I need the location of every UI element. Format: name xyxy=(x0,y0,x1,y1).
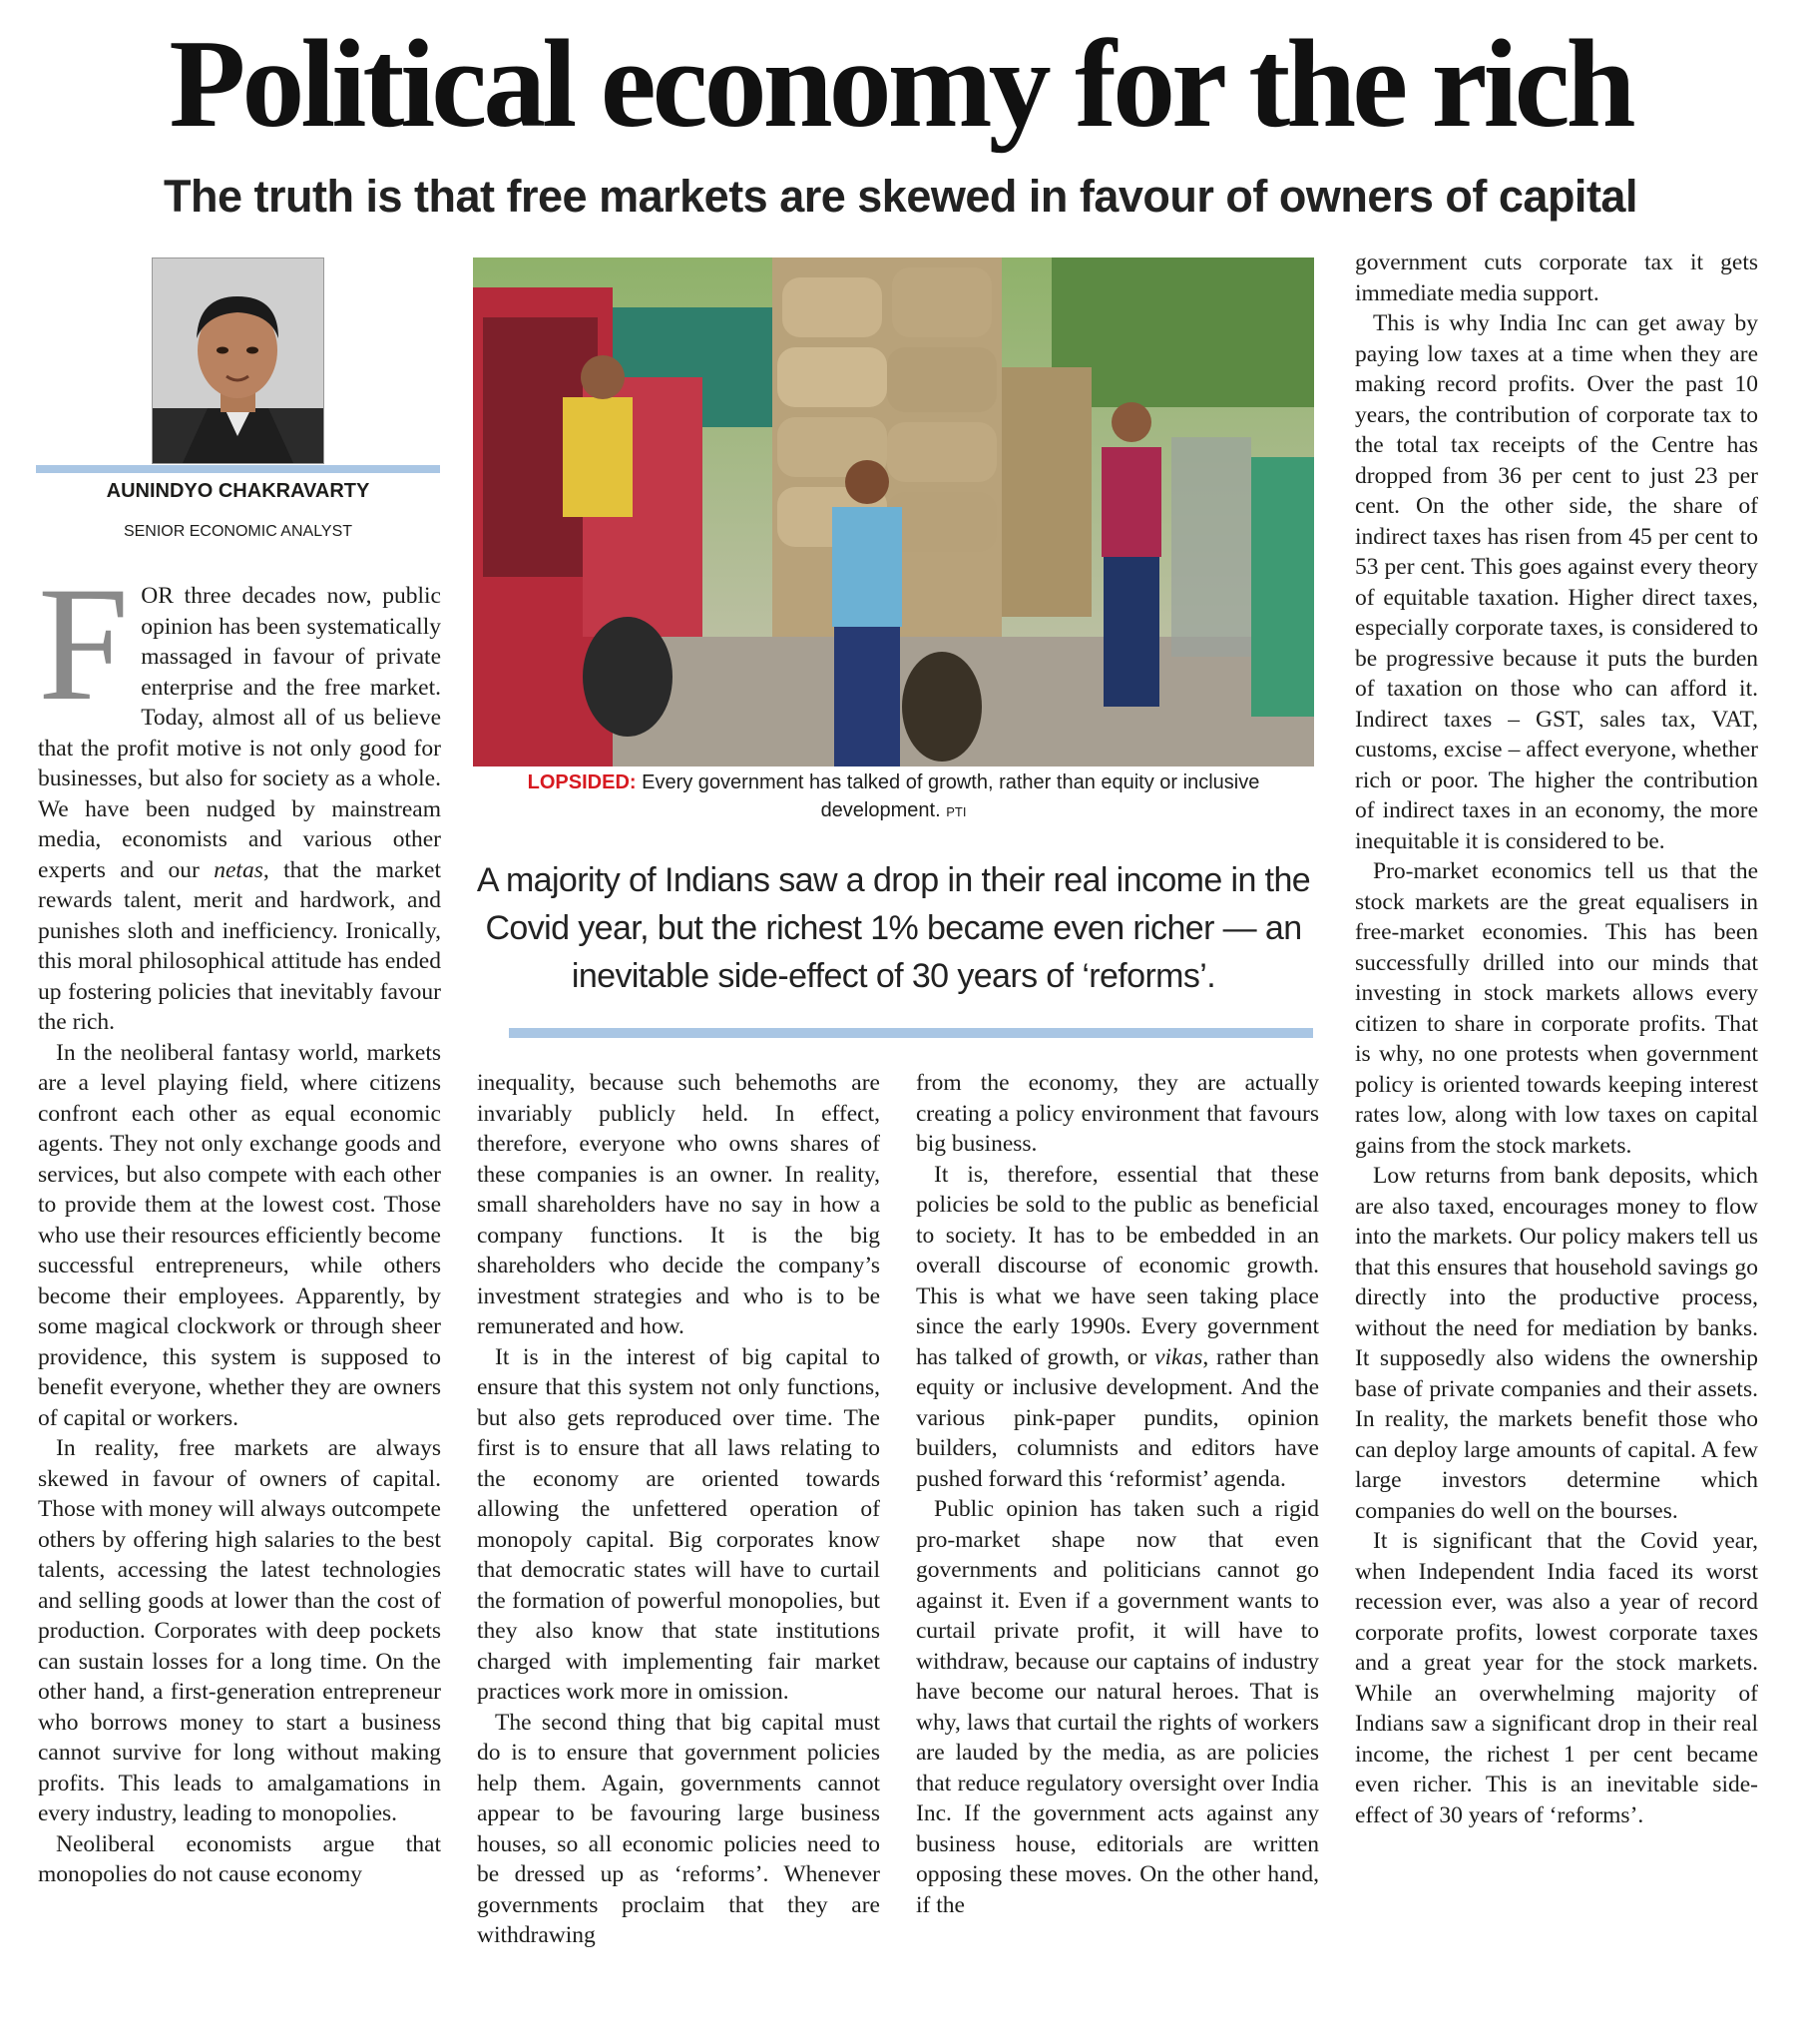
paragraph: Public opinion has taken such a rigid pro-market shape now that even governments and politicians cannot go against it. Even if a government wants to curtail private profit, it will have to withdraw, because our captains of industry have become our natural heroes. That is why, laws that curtail the rights of workers are lauded by the media, as are policies that reduce regulatory oversight over India Inc. If the government acts against any business house, editorials are written opposing these moves. On the other hand, if the xyxy=(916,1496,1319,1918)
paragraph: Neoliberal economists argue that monopolies do not cause economy xyxy=(38,1830,441,1887)
caption-label: LOPSIDED: xyxy=(527,771,637,793)
paragraph: In the neoliberal fantasy world, markets are a level playing field, where citizens confront each other as equal economic agents. They not only exchange goods and services, but also compete with each other to provide them at the lowest cost. Those who use their resources efficiently become successful entrepreneurs, while others become their employees. Apparently, by some magical clockwork or through sheer providence, this system is supposed to benefit everyone, whether they are owners of capital or workers. xyxy=(38,1039,441,1431)
paragraph xyxy=(916,1160,1319,1495)
headline: Political economy for the rich xyxy=(169,15,1632,154)
caption-credit: PTI xyxy=(946,804,967,819)
paragraph: In reality, free markets are always skewed in favour of owners of capital. Those with money will always outcompete others by offering high salaries to the best talents, accessing the latest technologies and selling goods at lower than the cost of production. Corporates with deep pockets can sustain losses for a long time. On the other hand, a first-generation entrepreneur who borrows money to start a business cannot survive for long without making profits. This leads to amalgamations in every industry, leading to monopolies. xyxy=(38,1435,441,1826)
paragraph: from the economy, they are actually creating a policy environment that favours big business. xyxy=(916,1070,1319,1157)
paragraph: inequality, because such behemoths are invariably publicly held. In effect, therefore, everyone who owns shares of these companies is an owner. In reality, small shareholders have no say in how a company functions. It is the big shareholders who decide the company’s investment strategies and who is to be remunerated and how. xyxy=(477,1070,880,1339)
caption-text: Every government has talked of growth, rather than equity or inclusive development. xyxy=(642,771,1260,821)
author-rule xyxy=(36,465,440,473)
author-name: AUNINDYO CHAKRAVARTY xyxy=(106,480,370,502)
author-portrait-illustration xyxy=(153,258,323,463)
paragraph-text: It is, therefore, essential that these policies be sold to the public as beneficial to society. It has to be embedded in an overall discourse of economic growth. This is what we have seen taking place since the early 1990s. Every government has talked of growth, or xyxy=(916,1161,1319,1370)
article-column-2 xyxy=(477,1068,880,1951)
paragraph: This is why India Inc can get away by paying low taxes at a time when they are making record profits. Over the past 10 years, the contribution of corporate tax to the total tax receipts of the Centre has dropped from 36 per cent to just 23 per cent. On the other side, the share of indirect taxes has risen from 45 per cent to 53 per cent. This goes against every theory of equitable taxation. Higher direct taxes, especially corporate taxes, is considered to be progressive because it puts the burden of taxation on those who can afford it. Indirect taxes – GST, sales tax, VAT, customs, excise – affect everyone, whether rich or poor. The higher the contribution of indirect taxes in an economy, the more inequitable it is considered to be. xyxy=(1355,310,1758,854)
photo-caption xyxy=(473,768,1314,826)
paragraph-text: , that the market rewards talent, merit and hardwork, and punishes sloth and inefficiency. Ironically, this moral philosophical attitude has ended up fostering policies that inevitably favour the rich. xyxy=(38,856,442,1035)
author-title: SENIOR ECONOMIC ANALYST xyxy=(123,523,353,540)
author-photo xyxy=(152,257,324,464)
emphasis-text: netas xyxy=(214,856,263,883)
article-column-3 xyxy=(916,1068,1319,1920)
paragraph xyxy=(38,554,442,1038)
paragraph: The second thing that big capital must do is to ensure that government policies help them. Again, governments cannot appear to be favouring large business houses, so all economic policies need to be dressed up as ‘reforms’. Whenever governments proclaim that they are withdrawing xyxy=(477,1709,880,1948)
pull-quote: A majority of Indians saw a drop in their real income in the Covid year, but the richest 1% became even richer — an inevitable side-effect of 30 years of ‘reforms’. xyxy=(476,861,1311,995)
pull-quote-rule xyxy=(509,1028,1313,1038)
main-photo xyxy=(473,257,1314,766)
paragraph: It is significant that the Covid year, when Independent India faced its worst recession ever, was also a year of record corporate profits, lowest corporate taxes and a great year for the stock markets. While an overwhelming majority of Indians saw a significant drop in their real income, the richest 1 per cent became even richer. This is an inevitable side-effect of 30 years of ‘reforms’. xyxy=(1355,1528,1758,1828)
paragraph-text: OR three decades now, public opinion has been systematically massaged in favour of private enterprise and the free market. Today, almost all of us believe that the profit motive is not only good for businesses, but also for society as a whole. We have been nudged by mainstream media, economists and various other experts and our xyxy=(38,583,441,883)
drop-cap: F xyxy=(38,554,130,735)
paragraph: It is in the interest of big capital to ensure that this system not only functions, but also gets reproduced over time. The first is to ensure that all laws relating to the economy are oriented towards allowing the unfettered operation of monopoly capital. Big corporates know that democratic states will have to curtail the formation of powerful monopolies, but they also know that state institutions charged with implementing fair market practices work more in omission. xyxy=(477,1343,880,1705)
article-column-1 xyxy=(38,554,442,1890)
paragraph: Low returns from bank deposits, which are also taxed, encourages money to flow into the markets. Our policy makers tell us that this ensures that household savings go directly into the productive process, without the need for mediation by banks. It supposedly also widens the ownership base of private companies and their assets. In reality, the markets benefit those who can deploy large amounts of capital. A few large investors determine which companies do well on the bourses. xyxy=(1355,1163,1758,1524)
paragraph-text: , rather than equity or inclusive development. And the various pink-paper pundits, opinion builders, columnists and editors have pushed forward this ‘reformist’ agenda. xyxy=(916,1343,1319,1492)
paragraph: government cuts corporate tax it gets immediate media support. xyxy=(1355,250,1758,306)
street-scene-illustration xyxy=(473,257,1314,766)
paragraph: Pro-market economics tell us that the stock markets are the great equalisers in free-market economies. This has been successfully drilled into our minds that investing in stock markets allows every citizen to share in corporate profits. That is why, no one protests when government policy is oriented towards keeping interest rates low, along with low taxes on capital gains from the stock markets. xyxy=(1355,858,1758,1159)
subheadline: The truth is that free markets are skewed in favour of owners of capital xyxy=(164,171,1637,222)
article-column-4 xyxy=(1355,248,1758,1830)
emphasis-text: vikas xyxy=(1154,1343,1203,1370)
